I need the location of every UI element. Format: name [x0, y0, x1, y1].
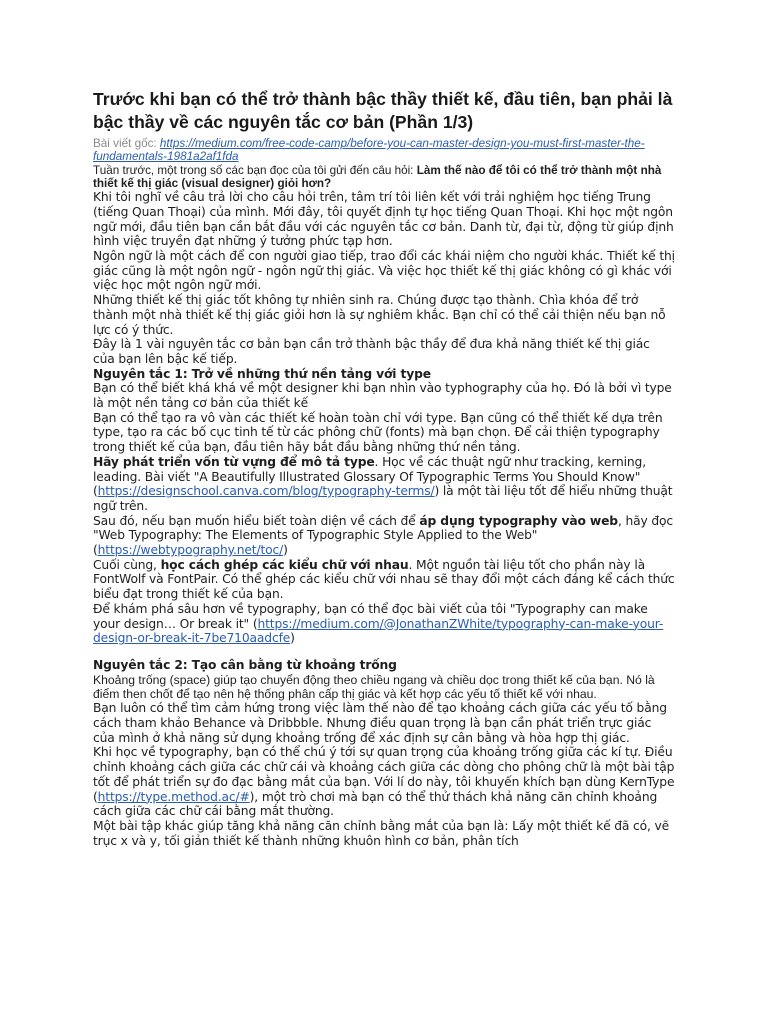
rule1-heading [93, 367, 675, 382]
rule1-paragraph-1: Bạn có thể biết khá khá về một designer khi bạn nhìn vào typhography của họ. Đó là bởi vì type là một nền tảng cơ bản của thiết kế [93, 381, 672, 411]
rule1-paragraph-6 [93, 602, 675, 646]
source-link[interactable]: https://medium.com/free-code-camp/before-you-can-master-design-you-must-first-master-the-fundamentals-1981a2af1fda [93, 137, 645, 164]
medium-typography-link[interactable]: https://medium.com/@JonathanZWhite/typography-can-make-your-design-or-break-it-7be710aadcfe [93, 616, 664, 646]
rule2-heading-text: Nguyên tắc 2: Tạo cân bằng từ khoảng trống [93, 657, 397, 672]
vocab-bold: Hãy phát triển vốn từ vựng để mô tả type [93, 454, 375, 469]
paragraph-chinese: Khi tôi nghĩ về câu trả lời cho câu hỏi trên, tâm trí tôi liên kết với trải nghiệm học tiếng Trung (tiếng Quan Thoại) của mình. Mới đây, tôi quyết định tự học tiếng Quan Thoại. Khi học một ngôn ngữ mới, đầu tiên bạn cần bắt đầu với các nguyên tắc cơ bản. Danh từ, đại từ, động từ giúp định hình việc truyền đạt những ý tưởng phức tạp hơn. [93, 190, 674, 249]
paragraph-great-design: Những thiết kế thị giác tốt không tự nhiên sinh ra. Chúng được tạo thành. Chìa khóa để trở thành một nhà thiết kế thị giác giỏi hơn là sự nghiêm khắc. Bạn chỉ có thể cải thiện nếu bạn nỗ lực có ý thức. [93, 293, 666, 337]
pairing-text-b: . Một nguồn tài liệu tốt cho phần này là FontWolf và FontPair. Có thể ghép các kiểu chữ với nhau sẽ thay đổi một cách đáng kể cách thức biểu đạt trong thiết kế của bạn. [93, 557, 675, 602]
rule1-paragraph-5 [93, 558, 675, 602]
rule1-paragraph-2: Bạn có thể tạo ra vô vàn các thiết kế hoàn toàn chỉ với type. Bạn cũng có thể thiết kế dựa trên type, tạo ra các bố cục tinh tế từ các phông chữ (fonts) mà bạn chọn. Để cải thiện typography trong thiết kế của bạn, đầu tiên hãy bắt đầu bằng những thứ nền tảng. [93, 410, 663, 455]
rule1-heading-text: Nguyên tắc 1: Trở về những thứ nền tảng với type [93, 366, 431, 381]
rule1-paragraph-3 [93, 455, 675, 514]
vocab-text-b: ) là một tài liệu tốt để hiểu những thuật ngữ trên. [93, 484, 673, 513]
rule2-paragraph-3 [93, 745, 675, 819]
deeper-text-a: Để khám phá sâu hơn về typography, bạn có thể đọc bài viết của tôi "Typography can make your design… Or break it" ( [93, 601, 648, 631]
rule2-paragraph-1: Khoảng trống (space) giúp tạo chuyển động theo chiều ngang và chiều dọc trong thiết kế của bạn. Nó là điểm then chốt để tạo nên hệ thống phân cấp thị giác và kết hợp các yếu tố thiết kế với nhau. [93, 672, 655, 701]
source-label: Bài viết gốc: [93, 137, 160, 150]
rule1-paragraph-4 [93, 514, 675, 558]
vocab-text-a: . Học về các thuật ngữ như tracking, kerning, leading. Bài viết "A Beautifully Illustrated Glossary Of Typographic Terms You Should Know" ( [93, 454, 646, 499]
rule2-heading [93, 658, 675, 673]
deeper-text-b: ) [290, 631, 295, 646]
paragraph-language: Ngôn ngữ là một cách để con người giao tiếp, trao đổi các khái niệm cho người khác. Thiết kế thị giác cũng là một ngôn ngữ - ngôn ngữ thị giác. Và việc học thiết kế thị giác không có gì khác với việc học một ngôn ngữ mới. [93, 249, 675, 293]
rule2-paragraph-4: Một bài tập khác giúp tăng khả năng căn chỉnh bằng mắt của bạn là: Lấy một thiết kế đã có, vẽ trục x và y, tối giản thiết kế thành những khuôn hình cơ bản, phân tích [93, 818, 670, 848]
kern-text-a: Khi học về typography, bạn có thể chú ý tới sự quan trọng của khoảng trống giữa các kí tự. Điều chỉnh khoảng cách giữa các chữ cái và khoảng cách giữa các dòng cho phông chữ là một bài tập tốt để phát triển sự đo đạc bằng mắt của bạn. Với lí do này, tôi khuyến khích bạn dùng KernType ( [93, 745, 675, 804]
web-text-a: Sau đó, nếu bạn muốn hiểu biết toàn diện về cách để [93, 513, 420, 528]
pairing-text-a: Cuối cùng, [93, 557, 161, 572]
web-text-c: ) [283, 543, 288, 558]
section-spacer [93, 646, 675, 658]
article [93, 88, 675, 848]
intro-question-prefix: Tuần trước, một trong số các bạn đọc của tôi gửi đến câu hỏi: [93, 163, 417, 177]
paragraph-principles-intro: Đây là 1 vài nguyên tắc cơ bản bạn cần trở thành bậc thầy để đưa khả năng thiết kế thị giác của bạn lên bậc kế tiếp. [93, 337, 650, 366]
web-bold: áp dụng typography vào web [419, 513, 618, 528]
canva-glossary-link[interactable]: https://designschool.canva.com/blog/typography-terms/ [97, 484, 435, 499]
pairing-bold: học cách ghép các kiểu chữ với nhau [160, 557, 409, 572]
article-title: Trước khi bạn có thể trở thành bậc thầy thiết kế, đầu tiên, bạn phải là bậc thầy về các nguyên tắc cơ bản (Phần 1/3) [93, 89, 673, 132]
web-text-b: , hãy đọc "Web Typography: The Elements of Typographic Style Applied to the Web" ( [93, 513, 674, 558]
kern-text-b: ), một trò chơi mà bạn có thể thử thách khả năng căn chỉnh khoảng cách giữa các chữ cái bằng mắt thường. [93, 789, 658, 819]
intro-question [93, 164, 675, 191]
kerntype-link[interactable]: https://type.method.ac/# [97, 789, 250, 804]
source-line [93, 137, 675, 164]
intro-question-bold: Làm thế nào để tôi có thể trở thành một nhà thiết kế thị giác (visual designer) giỏi hơn? [93, 163, 662, 190]
rule2-paragraph-2: Bạn luôn có thể tìm cảm hứng trong việc làm thế nào để tạo khoảng cách giữa các yếu tố bằng cách tham khảo Behance và Dribbble. Nhưng điều quan trọng là bạn cần phát triển trực giác của mình ở khả năng sử dụng khoảng trống để xác định sự cân bằng và hòa hợp thị giác. [93, 701, 667, 745]
webtypography-link[interactable]: https://webtypography.net/toc/ [97, 543, 284, 558]
